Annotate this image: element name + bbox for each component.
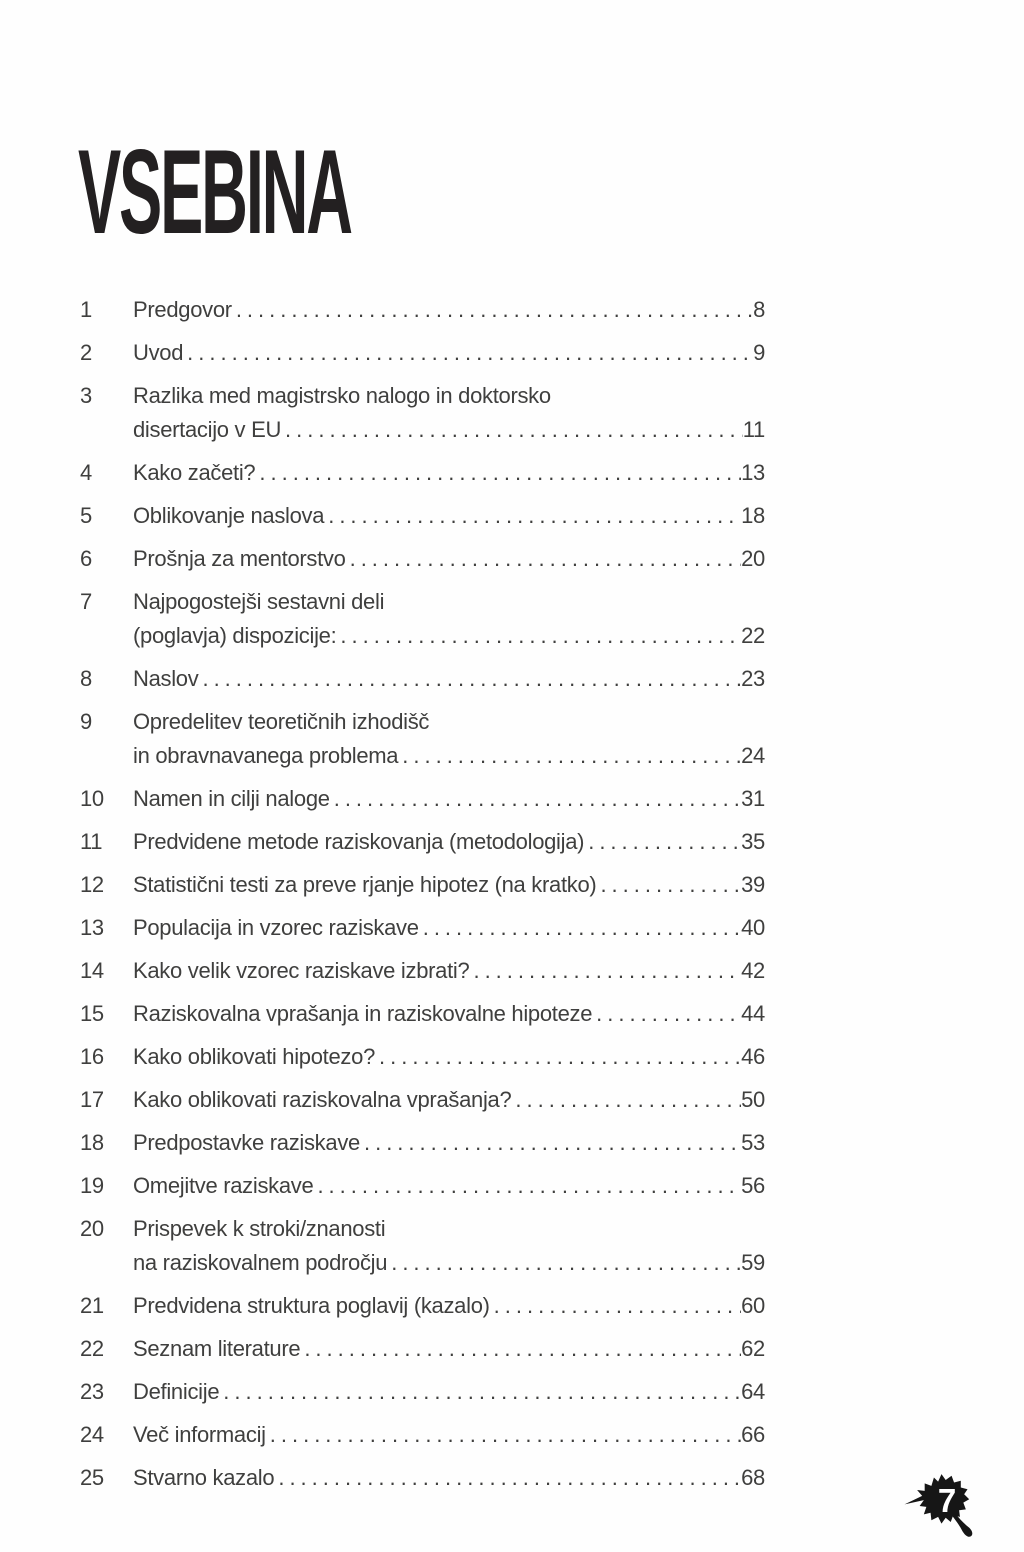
- toc-entry-title: na raziskovalnem področju: [133, 1250, 388, 1275]
- toc-entry-number: 11: [80, 829, 103, 854]
- toc-page-number: 18: [741, 503, 765, 528]
- toc-entry-body: [133, 1212, 765, 1280]
- toc-page-number: 9: [753, 340, 765, 365]
- toc-entry: [80, 336, 765, 370]
- toc-entry: [80, 1126, 765, 1160]
- toc-entry-title-line: [133, 868, 765, 902]
- toc-entry-number: 18: [80, 1130, 104, 1155]
- toc-entry-title: (poglavja) dispozicije:: [133, 623, 337, 648]
- toc-entry-title: Naslov: [133, 666, 199, 691]
- toc-entry-number: 23: [80, 1379, 104, 1404]
- toc-entry-title: Definicije: [133, 1379, 220, 1404]
- toc-entry-title-line: [133, 293, 765, 327]
- toc-leader-dots: [270, 1418, 741, 1452]
- toc-entry-title-line: Opredelitev teoretičnih izhodišč: [133, 709, 430, 734]
- toc-entry-title: Predgovor: [133, 297, 232, 322]
- toc-entry-title-line: [133, 1040, 765, 1074]
- toc-page-number: 24: [741, 743, 765, 768]
- table-of-contents: [80, 293, 765, 1504]
- toc-page-number: 23: [741, 666, 765, 691]
- toc-entry-number: 6: [80, 546, 92, 571]
- toc-entry-title-line: [133, 1126, 765, 1160]
- toc-entry-number: 14: [80, 958, 104, 983]
- toc-page-number: 35: [741, 829, 765, 854]
- toc-entry-number: 16: [80, 1044, 104, 1069]
- toc-entry-body: [133, 1083, 765, 1117]
- toc-entry: [80, 585, 765, 653]
- toc-entry-title-line: [133, 1246, 765, 1280]
- toc-entry-body: [133, 293, 765, 327]
- toc-leader-dots: [334, 782, 741, 816]
- toc-entry-number: 12: [80, 872, 104, 897]
- toc-entry-title: Seznam literature: [133, 1336, 301, 1361]
- toc-entry: [80, 1212, 765, 1280]
- toc-entry-number: 8: [80, 666, 92, 691]
- toc-leader-dots: [285, 413, 743, 447]
- toc-entry-number: 13: [80, 915, 104, 940]
- toc-entry: [80, 456, 765, 490]
- toc-entry-body: [133, 825, 765, 859]
- toc-entry-title: Namen in cilji naloge: [133, 786, 330, 811]
- toc-entry-title: Predpostavke raziskave: [133, 1130, 360, 1155]
- toc-entry-body: [133, 997, 765, 1031]
- toc-page-number: 62: [741, 1336, 765, 1361]
- toc-leader-dots: [600, 868, 741, 902]
- toc-leader-dots: [278, 1461, 741, 1495]
- toc-entry-body: [133, 868, 765, 902]
- toc-entry-number: 21: [80, 1293, 104, 1318]
- toc-page-number: 66: [741, 1422, 765, 1447]
- page-number: 7: [937, 1482, 957, 1519]
- toc-entry-title-line: [133, 336, 765, 370]
- toc-entry-title: Kako začeti?: [133, 460, 256, 485]
- toc-entry-number: 22: [80, 1336, 104, 1361]
- toc-leader-dots: [391, 1246, 741, 1280]
- toc-entry-title: Kako velik vzorec raziskave izbrati?: [133, 958, 470, 983]
- toc-entry-title-line: [133, 997, 765, 1031]
- toc-entry: [80, 1418, 765, 1452]
- toc-entry: [80, 379, 765, 447]
- toc-entry: [80, 542, 765, 576]
- toc-entry: [80, 1461, 765, 1495]
- toc-entry-body: [133, 585, 765, 653]
- toc-entry-title: Statistični testi za preve rjanje hipotez (na kratko): [133, 872, 597, 897]
- toc-entry-title: Raziskovalna vprašanja in raziskovalne hipoteze: [133, 1001, 593, 1026]
- toc-entry: [80, 293, 765, 327]
- toc-entry-title-line: [133, 456, 765, 490]
- toc-entry-title: Kako oblikovati raziskovalna vprašanja?: [133, 1087, 512, 1112]
- toc-entry-title-line: [133, 1332, 765, 1366]
- toc-entry: [80, 1169, 765, 1203]
- toc-entry-title: Stvarno kazalo: [133, 1465, 275, 1490]
- toc-entry-body: [133, 1375, 765, 1409]
- toc-entry-number: 2: [80, 340, 92, 365]
- toc-leader-dots: [588, 825, 741, 859]
- toc-entry-title-line: Najpogostejši sestavni deli: [133, 589, 385, 614]
- toc-entry: [80, 705, 765, 773]
- toc-entry-number: 25: [80, 1465, 104, 1490]
- toc-page-number: 8: [753, 297, 765, 322]
- toc-entry-body: [133, 1289, 765, 1323]
- toc-entry-number: 7: [80, 589, 92, 614]
- toc-page-number: 11: [742, 417, 765, 442]
- toc-leader-dots: [515, 1083, 741, 1117]
- page-number-badge: [902, 1467, 986, 1545]
- toc-leader-dots: [423, 911, 741, 945]
- toc-entry-title-line: [133, 825, 765, 859]
- toc-leader-dots: [340, 619, 741, 653]
- toc-entry-title: Več informacij: [133, 1422, 266, 1447]
- toc-entry-body: [133, 1040, 765, 1074]
- toc-entry: [80, 782, 765, 816]
- toc-entry-body: [133, 782, 765, 816]
- toc-entry-title-line: [133, 1083, 765, 1117]
- toc-page-number: 50: [741, 1087, 765, 1112]
- toc-entry-title: Uvod: [133, 340, 184, 365]
- page-title: VSEBINA: [78, 125, 351, 259]
- toc-entry: [80, 825, 765, 859]
- toc-page-number: 40: [741, 915, 765, 940]
- toc-leader-dots: [202, 662, 741, 696]
- toc-entry-number: 19: [80, 1173, 104, 1198]
- toc-entry-title-line: [133, 911, 765, 945]
- toc-entry: [80, 868, 765, 902]
- toc-entry-number: 9: [80, 709, 92, 734]
- toc-page-number: 68: [741, 1465, 765, 1490]
- toc-leader-dots: [328, 499, 741, 533]
- toc-entry-body: [133, 1332, 765, 1366]
- toc-entry-title-line: [133, 413, 765, 447]
- toc-entry: [80, 499, 765, 533]
- toc-entry-number: 20: [80, 1216, 104, 1241]
- toc-entry-title: in obravnavanega problema: [133, 743, 399, 768]
- toc-leader-dots: [223, 1375, 741, 1409]
- toc-entry-number: 17: [80, 1087, 104, 1112]
- toc-leader-dots: [236, 293, 753, 327]
- toc-leader-dots: [402, 739, 741, 773]
- toc-entry-number: 3: [80, 383, 92, 408]
- toc-entry-body: [133, 1461, 765, 1495]
- toc-entry-number: 4: [80, 460, 92, 485]
- toc-entry-body: [133, 1418, 765, 1452]
- toc-entry: [80, 1040, 765, 1074]
- toc-entry-body: [133, 499, 765, 533]
- toc-page-number: 42: [741, 958, 765, 983]
- toc-entry: [80, 911, 765, 945]
- toc-page-number: 60: [741, 1293, 765, 1318]
- toc-entry-title-line: [133, 1375, 765, 1409]
- toc-leader-dots: [317, 1169, 741, 1203]
- toc-leader-dots: [350, 542, 742, 576]
- toc-entry-body: [133, 1169, 765, 1203]
- toc-entry-title-line: [133, 1169, 765, 1203]
- toc-entry-body: [133, 705, 765, 773]
- toc-entry-title-line: [133, 782, 765, 816]
- toc-entry-title-line: [133, 1289, 765, 1323]
- toc-entry-title-line: [133, 662, 765, 696]
- toc-entry-title-line: [133, 1461, 765, 1495]
- toc-entry-title-line: [133, 954, 765, 988]
- toc-entry: [80, 1375, 765, 1409]
- toc-leader-dots: [364, 1126, 741, 1160]
- toc-entry-body: [133, 911, 765, 945]
- toc-page-number: 46: [741, 1044, 765, 1069]
- toc-entry-number: 1: [80, 297, 92, 322]
- toc-entry-number: 10: [80, 786, 104, 811]
- toc-page-number: 56: [741, 1173, 765, 1198]
- toc-entry-title: Oblikovanje naslova: [133, 503, 325, 528]
- toc-entry-body: [133, 1126, 765, 1160]
- toc-entry-body: [133, 542, 765, 576]
- toc-entry-title-line: Razlika med magistrsko nalogo in doktorsko: [133, 383, 551, 408]
- toc-entry-title: disertacijo v EU: [133, 417, 282, 442]
- toc-entry-title: Predvidene metode raziskovanja (metodologija): [133, 829, 585, 854]
- toc-entry-title-line: [133, 499, 765, 533]
- toc-page-number: 39: [741, 872, 765, 897]
- toc-entry-title: Omejitve raziskave: [133, 1173, 314, 1198]
- toc-entry-title-line: [133, 1418, 765, 1452]
- toc-entry-title: Populacija in vzorec raziskave: [133, 915, 419, 940]
- toc-entry: [80, 1083, 765, 1117]
- toc-page-number: 59: [741, 1250, 765, 1275]
- toc-page-number: 64: [741, 1379, 765, 1404]
- toc-page-number: 22: [741, 623, 765, 648]
- toc-entry-body: [133, 954, 765, 988]
- toc-leader-dots: [379, 1040, 741, 1074]
- toc-entry-number: 5: [80, 503, 92, 528]
- toc-entry-title: Kako oblikovati hipotezo?: [133, 1044, 375, 1069]
- toc-leader-dots: [304, 1332, 741, 1366]
- toc-entry: [80, 997, 765, 1031]
- toc-entry: [80, 954, 765, 988]
- toc-entry-title-line: Prispevek k stroki/znanosti: [133, 1216, 386, 1241]
- toc-leader-dots: [473, 954, 741, 988]
- toc-page-number: 20: [741, 546, 765, 571]
- toc-entry: [80, 662, 765, 696]
- toc-entry-title-line: [133, 739, 765, 773]
- toc-page-number: 13: [741, 460, 765, 485]
- toc-leader-dots: [596, 997, 741, 1031]
- toc-entry: [80, 1289, 765, 1323]
- toc-entry-body: [133, 456, 765, 490]
- toc-entry-body: [133, 336, 765, 370]
- toc-page-number: 31: [741, 786, 765, 811]
- toc-entry-number: 15: [80, 1001, 104, 1026]
- toc-page-number: 44: [741, 1001, 765, 1026]
- toc-leader-dots: [187, 336, 753, 370]
- toc-entry-title-line: [133, 619, 765, 653]
- toc-entry-body: [133, 379, 765, 447]
- toc-entry-title: Predvidena struktura poglavij (kazalo): [133, 1293, 490, 1318]
- toc-entry-body: [133, 662, 765, 696]
- toc-entry-number: 24: [80, 1422, 104, 1447]
- toc-entry-title-line: [133, 542, 765, 576]
- toc-leader-dots: [494, 1289, 741, 1323]
- toc-entry: [80, 1332, 765, 1366]
- toc-entry-title: Prošnja za mentorstvo: [133, 546, 346, 571]
- toc-leader-dots: [259, 456, 741, 490]
- toc-page-number: 53: [741, 1130, 765, 1155]
